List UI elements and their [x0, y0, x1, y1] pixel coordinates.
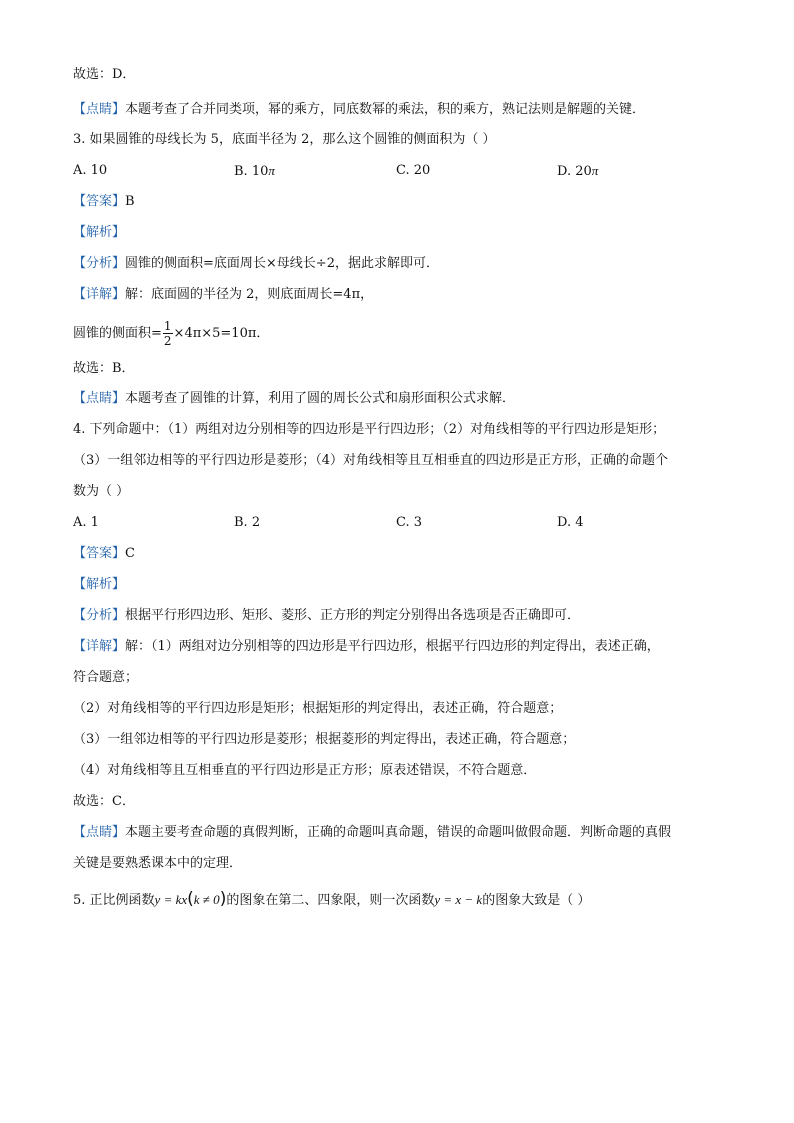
q4-option-c: C. 3	[396, 515, 423, 530]
q3-option-b: B. 10π	[234, 163, 275, 179]
question-4-line-2: （3）一组邻边相等的平行四边形是菱形；（4）对角线相等且互相垂直的四边形是正方形，正确的命题个	[73, 453, 669, 468]
q3-option-c: C. 20	[396, 163, 431, 178]
formula-y-x-minus-k: y = x − k	[434, 892, 483, 907]
comment-4-line-1: 【点睛】本题主要考查命题的真假判断，正确的命题叫真命题，错误的命题叫做假命题．判断命题的真假	[73, 825, 672, 840]
detail-4-line-4: （3）一组邻边相等的平行四边形是菱形；根据菱形的判定得出，表述正确，符合题意；	[73, 732, 576, 747]
formula-k-condition: k ≠ 0	[193, 892, 220, 907]
line-choice-d: 故选：D．	[73, 67, 136, 82]
question-4-line-1: 4. 下列命题中：（1）两组对边分别相等的四边形是平行四边形；（2）对角线相等的平行四边形是矩形；	[73, 422, 666, 437]
q4-option-a: A. 1	[73, 515, 99, 530]
calculation-3: 圆锥的侧面积= $\frac{1}{2}$ ×4π×5=10π．	[73, 319, 270, 348]
formula-y-kx: y = kx	[154, 892, 188, 907]
fraction-one-half: $\frac{1}{2}$	[163, 319, 172, 348]
tag-comment: 【点睛】	[73, 102, 126, 117]
analysis-4: 【分析】根据平行形四边形、矩形、菱形、正方形的判定分别得出各选项是否正确即可．	[73, 608, 581, 623]
question-4-line-3: 数为（ ）	[73, 484, 130, 499]
detail-4-line-2: 符合题意；	[73, 670, 139, 685]
q4-option-d: D. 4	[557, 515, 584, 530]
detail-4-line-3: （2）对角线相等的平行四边形是矩形；根据矩形的判定得出，表述正确，符合题意；	[73, 701, 563, 716]
detail-4-line-5: （4）对角线相等且互相垂直的平行四边形是正方形；原表述错误，不符合题意．	[73, 763, 537, 778]
line-comment-q2	[73, 101, 645, 119]
question-3: 3. 如果圆锥的母线长为 5，底面半径为 2，那么这个圆锥的侧面积为（ ）	[73, 132, 496, 147]
detail-3: 【详解】解：底面圆的半径为 2，则底面周长=4π，	[73, 287, 374, 302]
analysis-3: 【分析】圆锥的侧面积=底面周长×母线长÷2，据此求解即可．	[73, 256, 439, 271]
q3-option-a: A. 10	[73, 163, 108, 178]
answer-4: 【答案】C	[73, 546, 135, 561]
analysis-header-4: 【解析】	[73, 577, 126, 592]
answer-3: 【答案】B	[73, 194, 135, 209]
question-5: 5. 正比例函数y = kx(k ≠ 0)的图象在第二、四象限，则一次函数y = x − k的图象大致是（ ）	[73, 889, 591, 909]
detail-4-line-1: 【详解】解：（1）两组对边分别相等的四边形是平行四边形，根据平行四边形的判定得出，表述正确，	[73, 639, 660, 654]
analysis-header-3: 【解析】	[73, 225, 126, 240]
comment-3: 【点睛】本题考查了圆锥的计算，利用了圆的周长公式和扇形面积公式求解．	[73, 391, 516, 406]
comment-text: 本题考查了合并同类项，幂的乘方，同底数幂的乘法，积的乘方，熟记法则是解题的关键．	[125, 102, 646, 117]
q4-option-b: B. 2	[234, 515, 261, 530]
choice-3: 故选：B．	[73, 361, 135, 376]
comment-4-line-2: 关键是要熟悉课本中的定理．	[73, 856, 243, 871]
q3-option-d: D. 20π	[557, 163, 599, 179]
choice-4: 故选：C．	[73, 794, 135, 809]
